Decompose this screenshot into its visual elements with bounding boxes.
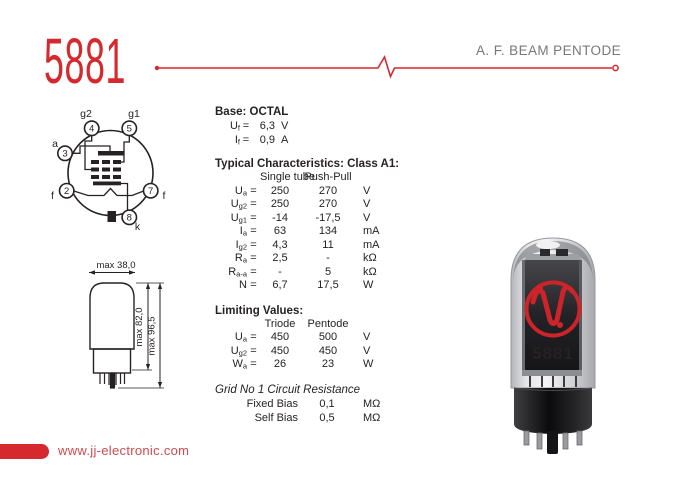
typical-row: $I_{g2}$ = 4,3 11 mA (235, 238, 380, 251)
rule-pulse-line (159, 57, 612, 77)
pin-number: 3 (62, 148, 68, 160)
pin-number: 2 (64, 186, 70, 197)
grid-resistance-row: Self Bias 0,5 MΩ (254, 411, 381, 424)
pin-label-g1: g1 (128, 108, 140, 120)
pin-label-a: a (52, 138, 58, 150)
rule-start-dot (155, 66, 159, 70)
col-pentode: Pentode (307, 317, 349, 330)
dim-total-height-label: max 96,5 (146, 316, 158, 356)
base-heading: Base: OCTAL (215, 106, 289, 118)
typical-row: $U_{g2}$ = 250 270 V (230, 198, 371, 211)
limiting-heading: Limiting Values: (215, 304, 304, 317)
typical-row: $U_{g1}$ = -14 -17,5 V (230, 211, 371, 224)
pinout-diagram (40, 100, 176, 240)
pin-number: 5 (126, 123, 132, 135)
dim-bulb-height-label: max 82,0 (134, 307, 145, 347)
pin-label-f: f (162, 190, 166, 202)
anode-grid-cathode-bars (91, 151, 124, 222)
col-push-pull: Push-Pull (304, 171, 352, 183)
pin-number: 4 (89, 123, 95, 135)
col-triode: Triode (264, 317, 296, 330)
tube-outline (90, 283, 134, 373)
limiting-column-headers (215, 318, 415, 332)
limiting-row: $W_a$ = 26 23 W (232, 358, 374, 371)
typical-row: N = 6,7 17,5 W (239, 279, 374, 291)
typical-column-headers (215, 171, 415, 185)
pin-label-k: k (134, 221, 141, 233)
filament-row: $I_f$ = 0,9 A (234, 134, 289, 147)
footer-brand-pill (0, 444, 49, 459)
pin-number: 8 (126, 212, 132, 224)
typical-row: $R_a$ = 2,5 - kΩ (234, 252, 377, 265)
grid-resistance-heading: Grid No 1 Circuit Resistance (215, 383, 361, 396)
tube-type-subtitle: A. F. BEAM PENTODE (476, 43, 621, 58)
filament-row: $U_f$ = 6,3 V (229, 120, 289, 133)
header-rule-line (0, 0, 700, 100)
page-title: 5881 (44, 25, 126, 97)
dimension-drawing (78, 252, 176, 394)
pin-label-f: f (51, 190, 54, 202)
limiting-row: $U_{g2}$ = 450 450 V (230, 344, 371, 357)
footer-url: www.jj-electronic.com (58, 443, 190, 458)
tube-base (514, 388, 592, 434)
specs-block (215, 106, 415, 425)
tube-photo (500, 232, 604, 458)
limiting-row: $U_a$ = 450 500 V (234, 331, 371, 344)
tube-outline-pins (100, 373, 125, 388)
socket-circle (68, 131, 153, 216)
center-key-post (547, 431, 558, 454)
typical-row: $U_a$ = 250 270 V (234, 184, 371, 197)
tube-pins (524, 431, 582, 454)
tube-photo-model-label: 5881 (532, 344, 574, 363)
glass-highlight (536, 241, 560, 249)
typical-row: $I_a$ = 63 134 mA (239, 225, 380, 238)
grid-resistance-row: Fixed Bias 0,1 MΩ (246, 397, 381, 410)
dim-diameter-label: max 38,0 (96, 260, 136, 271)
base-key-tab (108, 211, 117, 222)
typical-heading: Typical Characteristics: Class A1: (215, 158, 400, 170)
typical-row: $R_{a-a}$ = - 5 kΩ (228, 265, 377, 278)
col-single-tube: Single tube (260, 171, 316, 183)
pin-label-g2: g2 (80, 108, 92, 120)
pin-circles (58, 121, 158, 224)
tube-element-symbol (72, 136, 144, 211)
rule-end-ring (613, 65, 618, 70)
pin-number: 7 (148, 186, 154, 197)
